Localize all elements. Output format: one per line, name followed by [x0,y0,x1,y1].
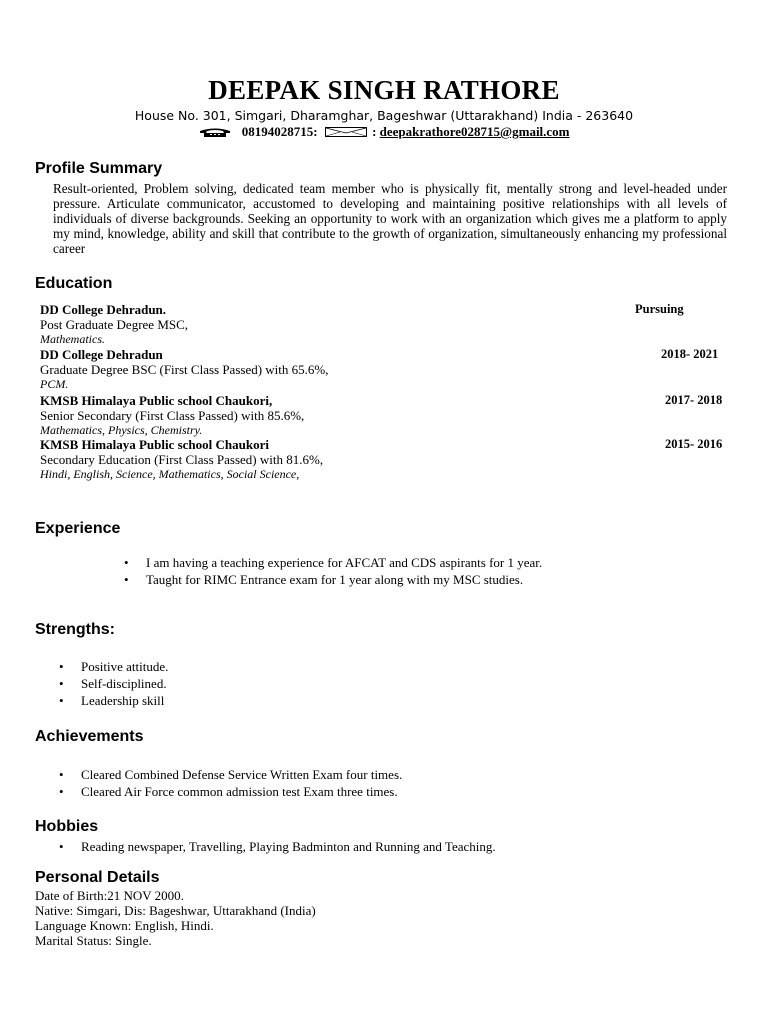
hobbies-heading: Hobbies [35,818,99,835]
address-line: House No. 301, Simgari, Dharamghar, Bageshwar (Uttarakhand) India - 263640 [134,108,634,123]
personal-marital-status: Marital Status: Single. [35,933,152,948]
education-degree: Post Graduate Degree MSC, [40,317,189,332]
list-item-text: Cleared Air Force common admission test Exam three times. [81,784,398,799]
list-item [124,571,542,588]
education-year: 2017- 2018 [665,393,723,407]
list-item-text: I am having a teaching experience for AFCAT and CDS aspirants for 1 year. [146,555,543,570]
education-degree: Secondary Education (First Class Passed) with 81.6%, [40,452,324,467]
education-school: DD College Dehradun. [40,302,167,317]
phone-number: 08194028715: [241,124,318,139]
education-year: 2018- 2021 [661,347,719,361]
education-heading: Education [35,275,113,292]
list-item [59,692,168,709]
education-subjects: Hindi, English, Science, Mathematics, Social Science, [40,467,300,481]
education-degree: Graduate Degree BSC (First Class Passed) with 65.6%, [40,362,329,377]
list-item [124,554,543,571]
personal-languages: Language Known: English, Hindi. [35,918,214,933]
education-entry [40,393,304,438]
personal-details-heading: Personal Details [35,869,160,886]
bullet-icon: • [59,784,64,799]
personal-details [35,888,316,948]
list-item-text: Cleared Combined Defense Service Written Exam four times. [81,767,403,782]
education-subjects: Mathematics, Physics, Chemistry. [40,423,203,437]
list-item-text: Reading newspaper, Travelling, Playing Badminton and Running and Teaching. [81,839,496,854]
bullet-icon: • [124,555,129,570]
phone-icon [198,125,232,141]
contact-line [0,124,768,141]
education-subjects: Mathematics. [40,332,105,346]
education-school: KMSB Himalaya Public school Chaukori [40,437,269,452]
email-link[interactable]: deepakrathore028715@gmail.com [379,124,570,139]
list-item [59,675,168,692]
education-year: 2015- 2016 [665,437,723,451]
education-entry [40,437,323,482]
list-item [59,658,169,675]
bullet-icon: • [59,693,64,708]
profile-summary-text: Result-oriented, Problem solving, dedicated team member who is physically fit, mentally strong and level-headed under pressure. Articulate communicator, accustomed to developing and maintaining positive relationships with all levels of individuals of diverse backgrounds. Seeking an opportunity to work with an organization which gives me a platform to apply my mind, knowledge, ability and skill that contribute to the growth of organization, simultaneously enhancing my professional career [53,181,727,256]
hobbies-list [59,838,496,855]
list-item [59,783,402,800]
personal-dob: Date of Birth:21 NOV 2000. [35,888,184,903]
education-subjects: PCM. [40,377,69,391]
achievements-heading: Achievements [35,728,144,745]
education-year: Pursuing [635,302,684,316]
strengths-list [59,658,169,709]
personal-native: Native: Simgari, Dis: Bageshwar, Uttarakhand (India) [35,903,316,918]
profile-summary-heading: Profile Summary [35,160,163,177]
education-degree: Senior Secondary (First Class Passed) with 85.6%, [40,408,305,423]
bullet-icon: • [59,839,64,854]
candidate-name: DEEPAK SINGH RATHORE [208,75,560,105]
bullet-icon: • [59,676,64,691]
strengths-heading: Strengths: [35,621,115,638]
education-school: DD College Dehradun [40,347,163,362]
education-entry [40,302,188,347]
list-item [59,766,403,783]
mail-icon [325,125,367,141]
list-item-text: Leadership skill [81,693,165,708]
list-item-text: Positive attitude. [81,659,169,674]
achievements-list [59,766,403,800]
bullet-icon: • [124,572,129,587]
education-school: KMSB Himalaya Public school Chaukori, [40,393,273,408]
experience-heading: Experience [35,520,121,537]
education-entry [40,347,329,392]
experience-list [124,554,543,588]
contact-separator: : [372,124,377,139]
list-item [59,838,496,855]
list-item-text: Self-disciplined. [81,676,167,691]
bullet-icon: • [59,767,64,782]
list-item-text: Taught for RIMC Entrance exam for 1 year along with my MSC studies. [146,572,524,587]
bullet-icon: • [59,659,64,674]
